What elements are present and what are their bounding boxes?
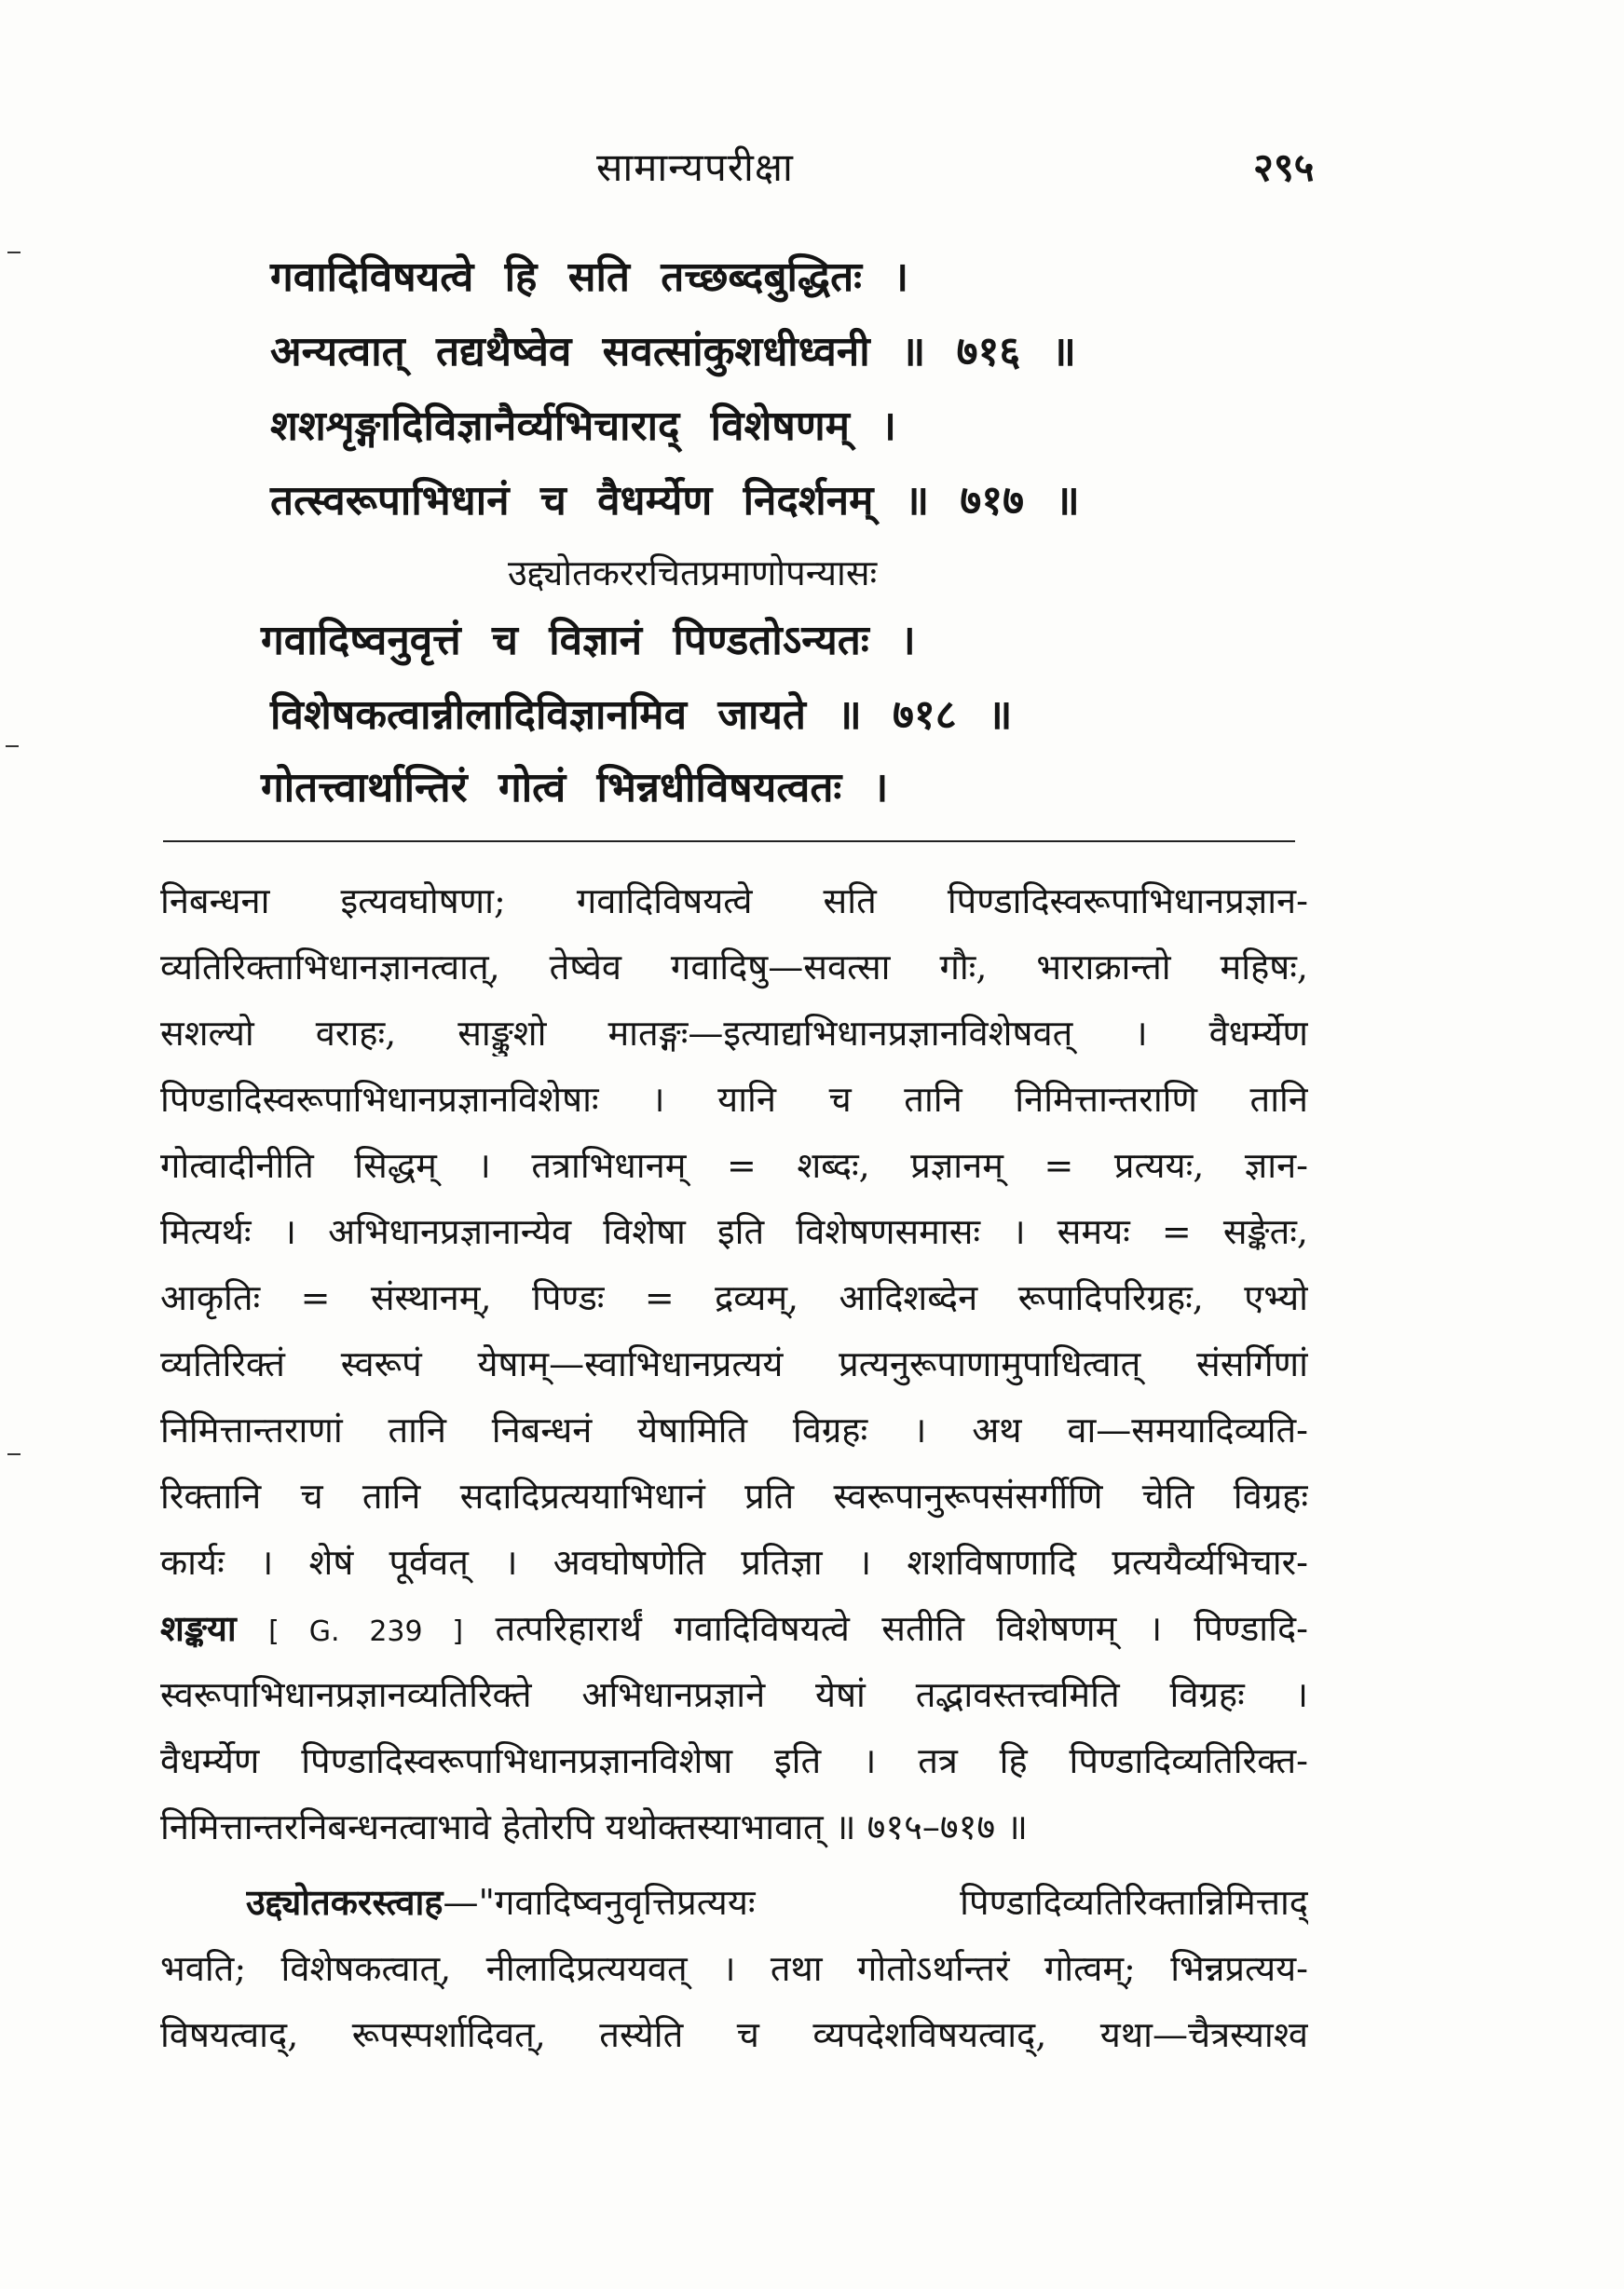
commentary-line: रिक्तानि च तानि सदादिप्रत्ययाभिधानं प्रति स्वरूपानुरूपसंसर्गीणि चेति विग्रहः xyxy=(160,1476,1308,1517)
page-header xyxy=(0,140,1624,196)
commentary-line: व्यतिरिक्तं स्वरूपं येषाम्—स्वाभिधानप्रत्ययं प्रत्यनुरूपाणामुपाधित्वात् संसर्गिणां xyxy=(160,1343,1308,1384)
commentary-line: मित्यर्थः । अभिधानप्रज्ञानान्येव विशेषा इति विशेषणसमासः । समयः = सङ्केतः, xyxy=(160,1211,1308,1252)
commentary-line: निमित्तान्तरनिबन्धनत्वाभावे हेतोरपि यथोक्तस्याभावात् ॥ ७१५–७१७ ॥ xyxy=(160,1806,1029,1847)
commentary-text: तत्परिहारार्थं गवादिविषयत्वे सतीति विशेषणम् । पिण्डादि- xyxy=(495,1608,1308,1649)
commentary-line: विषयत्वाद्, रूपस्पर्शादिवत्, तस्येति च व्यपदेशविषयत्वाद्, यथा—चैत्रस्याश्व xyxy=(160,2014,1308,2055)
commentary-line: आकृतिः = संस्थानम्, पिण्डः = द्रव्यम्, आदिशब्देन रूपादिपरिग्रहः, एभ्यो xyxy=(160,1277,1308,1318)
commentary-paragraph-start xyxy=(246,1877,1308,1926)
margin-mark xyxy=(6,745,19,747)
commentary-line: स्वरूपाभिधानप्रज्ञानव्यतिरिक्ते अभिधानप्रज्ञाने येषां तद्भावस्तत्त्वमिति विग्रहः । xyxy=(160,1674,1308,1715)
commentary-line: पिण्डादिस्वरूपाभिधानप्रज्ञानविशेषाः । यानि च तानि निमित्तान्तराणि तानि xyxy=(160,1079,1308,1120)
commentary-line: गोत्वादीनीति सिद्धम् । तत्राभिधानम् = शब्दः, प्रज्ञानम् = प्रत्ययः, ज्ञान- xyxy=(160,1145,1308,1186)
commentary-line: भवति; विशेषकत्वात्, नीलादिप्रत्ययवत् । तथा गोतोऽर्थान्तरं गोत्वम्; भिन्नप्रत्यय- xyxy=(160,1948,1308,1989)
verse-line: अन्यत्वात् तद्यथैष्वेव सवत्सांकुशधीध्वनी ॥ ७१६ ॥ xyxy=(270,328,1076,375)
commentary-line-with-ref xyxy=(160,1603,1308,1652)
horizontal-rule xyxy=(163,840,1295,842)
verse-line: तत्स्वरूपाभिधानं च वैधर्म्येण निदर्शनम् ॥ ७१७ ॥ xyxy=(270,477,1080,525)
commentary-line: वैधर्म्येण पिण्डादिस्वरूपाभिधानप्रज्ञानविशेषा इति । तत्र हि पिण्डादिव्यतिरिक्त- xyxy=(160,1740,1308,1781)
commentary-text: —"गवादिष्वनुवृत्तिप्रत्ययः पिण्डादिव्यतिरिक्तान्निमित्ताद् xyxy=(443,1882,1308,1923)
commentary-line: सशल्यो वराहः, साङ्कुशो मातङ्गः—इत्याद्यभिधानप्रज्ञानविशेषवत् । वैधर्म्येण xyxy=(160,1013,1308,1054)
verse-line: विशेषकत्वान्नीलादिविज्ञानमिव जायते ॥ ७१८ ॥ xyxy=(270,691,1013,739)
margin-mark xyxy=(7,252,20,253)
verse-line: गवादिष्वनुवृत्तं च विज्ञानं पिण्डतोऽन्यतः । xyxy=(261,617,916,664)
commentary-line: कार्यः । शेषं पूर्ववत् । अवघोषणेति प्रतिज्ञा । शशविषाणादि प्रत्ययैर्व्यभिचार- xyxy=(160,1542,1308,1583)
commentary-line: निमित्तान्तराणां तानि निबन्धनं येषामिति विग्रहः । अथ वा—समयादिव्यति- xyxy=(160,1410,1308,1451)
commentary-bold-word: शङ्कया xyxy=(160,1607,237,1649)
section-heading: उद्द्योतकररचितप्रमाणोपन्यासः xyxy=(508,552,878,593)
commentary-line: व्यतिरिक्ताभिधानज्ञानत्वात्, तेष्वेव गवादिषु—सवत्सा गौः, भाराक्रान्तो महिषः, xyxy=(160,947,1308,988)
verse-line: गवादिविषयत्वे हि सति तच्छब्दबुद्धितः । xyxy=(270,253,909,301)
commentary-line: निबन्धना इत्यवघोषणा; गवादिविषयत्वे सति पिण्डादिस्वरूपाभिधानप्रज्ञान- xyxy=(160,880,1308,921)
margin-mark xyxy=(7,1453,20,1455)
commentary-lead-bold: उद्द्योतकरस्त्वाह xyxy=(246,1881,444,1923)
page-reference: [ G. 239 ] xyxy=(268,1615,464,1648)
verse-line: गोतत्त्वार्थान्तिरं गोत्वं भिन्नधीविषयत्वतः । xyxy=(261,764,889,811)
running-title: सामान्यपरीक्षा xyxy=(596,144,794,190)
verse-line: शशशृङ्गादिविज्ञानैर्व्यभिचाराद् विशेषणम् । xyxy=(270,402,896,450)
page-number: २९५ xyxy=(1253,144,1315,190)
